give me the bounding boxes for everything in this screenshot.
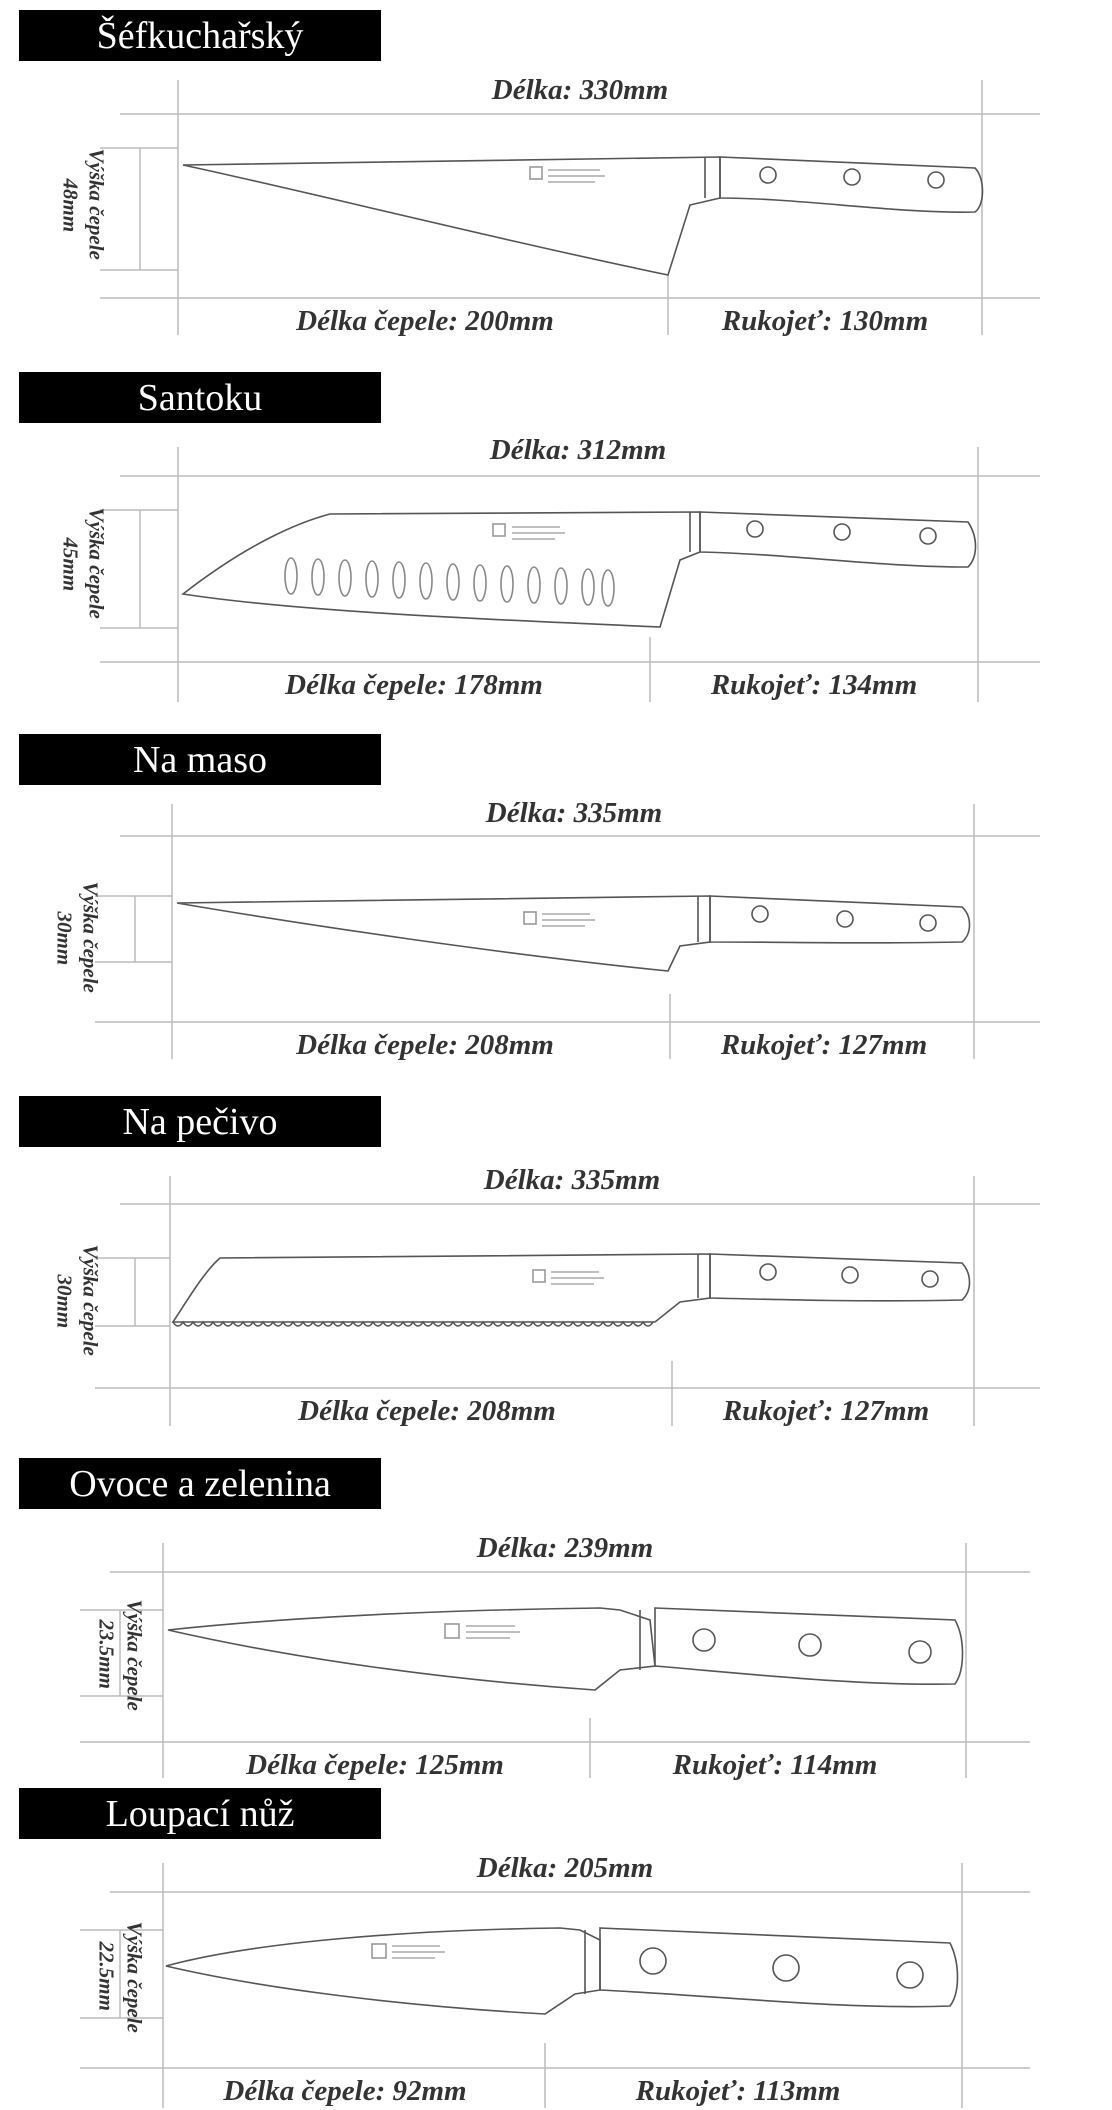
blade-length-label: Délka čepele: 200mm <box>296 305 554 337</box>
total-length-label: Délka: 205mm <box>476 1852 654 1884</box>
section-title: Ovoce a zelenina <box>69 1462 331 1505</box>
knife-diagram <box>0 724 1112 1086</box>
knife-illustration <box>173 1254 970 1326</box>
blade-height-label: Výška čepele <box>122 1599 147 1711</box>
knife-diagram <box>0 1086 1112 1448</box>
total-length-label: Délka: 239mm <box>476 1532 654 1564</box>
knife-illustration <box>177 896 970 971</box>
knife-diagram <box>0 1448 1112 1810</box>
total-length-label: Délka: 330mm <box>491 74 669 106</box>
handle-length-label: Rukojeť: 127mm <box>722 1395 930 1427</box>
knife-section-slicer <box>0 724 1112 1086</box>
handle-length-label: Rukojeť: 130mm <box>721 305 929 337</box>
handle-length-label: Rukojeť: 127mm <box>720 1029 928 1061</box>
knife-section-chef <box>0 0 1112 362</box>
blade-length-label: Délka čepele: 208mm <box>298 1395 556 1427</box>
blade-height-value: 30mm <box>52 911 77 966</box>
section-title: Loupací nůž <box>105 1792 295 1835</box>
blade-height-label: Výška čepele <box>78 1244 103 1356</box>
knife-diagram <box>0 0 1112 362</box>
blade-height-value: 48mm <box>58 178 83 233</box>
knife-illustration <box>183 157 983 275</box>
knife-illustration <box>166 1928 958 2014</box>
blade-length-label: Délka čepele: 92mm <box>223 2075 467 2107</box>
section-title: Santoku <box>137 376 263 419</box>
section-title: Šéfkuchařský <box>96 14 304 57</box>
blade-height-label: Výška čepele <box>84 148 109 260</box>
knife-diagram <box>0 1778 1112 2110</box>
blade-height-label: Výška čepele <box>122 1921 147 2033</box>
knife-diagram <box>0 362 1112 724</box>
knife-illustration <box>183 512 976 627</box>
handle-length-label: Rukojeť: 113mm <box>635 2075 841 2107</box>
blade-height-value: 22.5mm <box>94 1941 119 2011</box>
total-length-label: Délka: 335mm <box>483 1164 661 1196</box>
total-length-label: Délka: 335mm <box>485 797 663 829</box>
handle-length-label: Rukojeť: 134mm <box>710 669 918 701</box>
knife-section-bread <box>0 1086 1112 1448</box>
blade-length-label: Délka čepele: 125mm <box>246 1749 504 1781</box>
blade-height-label: Výška čepele <box>78 881 103 993</box>
knife-illustration <box>168 1608 963 1690</box>
section-title: Na maso <box>132 738 268 781</box>
blade-height-value: 30mm <box>52 1274 77 1329</box>
blade-length-label: Délka čepele: 208mm <box>296 1029 554 1061</box>
section-title: Na pečivo <box>122 1100 278 1143</box>
blade-height-value: 23.5mm <box>94 1619 119 1689</box>
knife-section-paring <box>0 1778 1112 2110</box>
blade-length-label: Délka čepele: 178mm <box>285 669 543 701</box>
knife-section-utility <box>0 1448 1112 1810</box>
total-length-label: Délka: 312mm <box>489 434 667 466</box>
blade-height-label: Výška čepele <box>84 507 109 619</box>
blade-height-value: 45mm <box>58 537 83 592</box>
knife-section-santoku <box>0 362 1112 724</box>
handle-length-label: Rukojeť: 114mm <box>672 1749 878 1781</box>
